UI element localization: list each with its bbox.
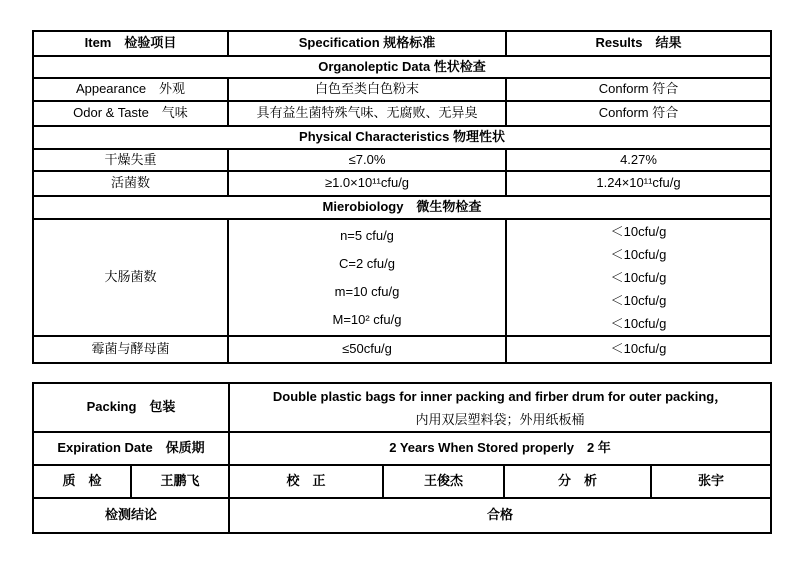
loss-on-drying-result: 4.27% <box>506 149 771 171</box>
packing-line-english: Double plastic bags for inner packing and firber drum for outer packing， <box>272 388 728 404</box>
row-signatures <box>33 465 771 498</box>
loss-on-drying-item: 干燥失重 <box>33 149 228 171</box>
row-loss-on-drying <box>33 149 771 171</box>
coliforms-result-line: ＜10cfu/g <box>610 247 667 262</box>
loss-on-drying-spec: ≤7.0% <box>228 149 506 171</box>
analysis-label: 分 析 <box>504 465 651 498</box>
calibration-name: 王俊杰 <box>383 465 504 498</box>
qc-name: 王鹏飞 <box>131 465 229 498</box>
coliforms-spec-line: m=10 cfu/g <box>334 283 400 299</box>
header-row <box>33 31 771 56</box>
expiration-label: Expiration Date 保质期 <box>33 432 229 465</box>
row-viable-count <box>33 171 771 196</box>
section-title-organoleptic: Organoleptic Data 性状检查 <box>33 56 771 78</box>
row-expiration <box>33 432 771 465</box>
section-row-organoleptic <box>33 56 771 78</box>
coliforms-result-line: ＜10cfu/g <box>610 316 667 331</box>
section-row-microbiology <box>33 196 771 219</box>
appearance-spec: 白色至类白色粉末 <box>228 78 506 101</box>
appearance-result: Conform 符合 <box>506 78 771 101</box>
odor-taste-spec: 具有益生菌特殊气味、无腐败、无异臭 <box>228 101 506 126</box>
packing-line-chinese: 内用双层塑料袋；外用纸板桶 <box>415 411 585 427</box>
packing-value <box>229 383 771 432</box>
col-header-item: Item 检验项目 <box>33 31 228 56</box>
row-odor-taste <box>33 101 771 126</box>
section-title-physical: Physical Characteristics 物理性状 <box>33 126 771 149</box>
coliforms-result-line: ＜10cfu/g <box>610 224 667 239</box>
row-conclusion <box>33 498 771 533</box>
calibration-label: 校 正 <box>229 465 383 498</box>
col-header-specification: Specification 规格标准 <box>228 31 506 56</box>
viable-count-result: 1.24×10¹¹cfu/g <box>506 171 771 196</box>
coliforms-spec-line: n=5 cfu/g <box>340 227 394 243</box>
coliforms-item: 大肠菌数 <box>33 219 228 336</box>
coliforms-result-line: ＜10cfu/g <box>610 293 667 308</box>
conclusion-label: 检测结论 <box>33 498 229 533</box>
coliforms-spec <box>228 219 506 336</box>
row-mold-yeast <box>33 336 771 363</box>
odor-taste-result: Conform 符合 <box>506 101 771 126</box>
row-coliforms <box>33 219 771 336</box>
odor-taste-item: Odor & Taste 气味 <box>33 101 228 126</box>
section-title-microbiology: Mierobiology 微生物检查 <box>33 196 771 219</box>
row-packing <box>33 383 771 432</box>
viable-count-spec: ≥1.0×10¹¹cfu/g <box>228 171 506 196</box>
summary-table <box>32 382 772 534</box>
mold-yeast-spec: ≤50cfu/g <box>228 336 506 363</box>
col-header-results: Results 结果 <box>506 31 771 56</box>
mold-yeast-item: 霉菌与酵母菌 <box>33 336 228 363</box>
packing-label: Packing 包装 <box>33 383 229 432</box>
qc-label: 质 检 <box>33 465 131 498</box>
row-appearance <box>33 78 771 101</box>
viable-count-item: 活菌数 <box>33 171 228 196</box>
coliforms-result-line: ＜10cfu/g <box>610 270 667 285</box>
conclusion-value: 合格 <box>229 498 771 533</box>
mold-yeast-result: ＜10cfu/g <box>506 336 771 363</box>
coliforms-result <box>506 219 771 336</box>
coliforms-spec-line: C=2 cfu/g <box>338 255 395 271</box>
section-row-physical <box>33 126 771 149</box>
coliforms-spec-line: M=10² cfu/g <box>332 311 402 327</box>
expiration-value: 2 Years When Stored properly 2 年 <box>229 432 771 465</box>
analysis-name: 张宇 <box>651 465 771 498</box>
inspection-table <box>32 30 772 364</box>
appearance-item: Appearance 外观 <box>33 78 228 101</box>
